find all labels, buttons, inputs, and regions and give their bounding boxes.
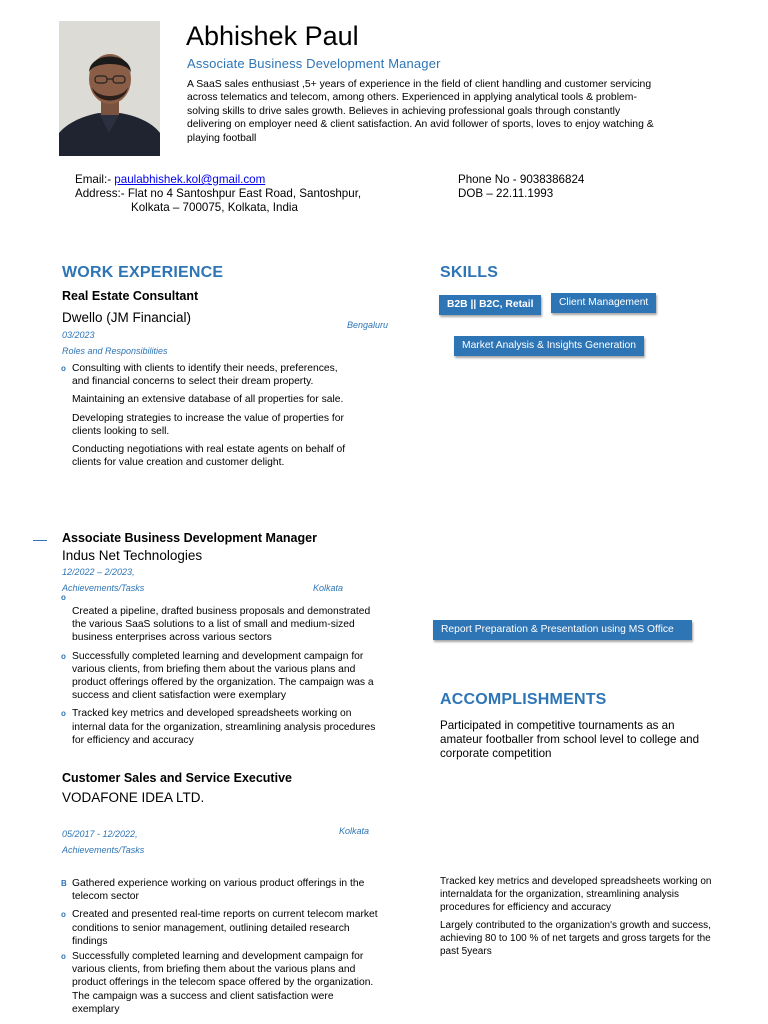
bullet-circle-icon: o (61, 593, 66, 602)
skills-heading: SKILLS (440, 264, 499, 281)
email-link[interactable]: paulabhishek.kol@gmail.com (114, 173, 266, 186)
job-company: Indus Net Technologies (62, 548, 203, 563)
list-item: o Consulting with clients to identify their needs, preferences, and financial concerns to select their dream property. (61, 363, 338, 388)
email-row (75, 173, 265, 187)
list-item: o Successfully completed learning and development campaign for various clients, from briefing them about the various plans and product offerings offered by the organization. The campaign was a success and client satisfaction were exemplary (61, 650, 374, 702)
list-item: o Successfully completed learning and development campaign for various clients, from briefing them about the various plans and product offerings in the telecom space offered by the organization. The campaign was a success and client satisfaction were exemplary (61, 951, 374, 1015)
bullet-circle-icon: o (61, 651, 66, 661)
job-location: Kolkata (339, 826, 370, 836)
job-role: Associate Business Development Manager (62, 531, 317, 545)
job-role: Customer Sales and Service Executive (62, 771, 292, 785)
skill-tag: Client Management (551, 293, 656, 313)
skill-tag: Report Preparation & Presentation using MS Office (433, 620, 692, 640)
bullet-circle-icon: o (61, 952, 66, 962)
divider-dash (33, 540, 47, 541)
job-location: Kolkata (313, 583, 344, 593)
email-label: Email:- (75, 173, 115, 186)
job-dates: 03/2023 (62, 330, 95, 340)
job-subheading: Achievements/Tasks (62, 845, 145, 855)
list-item: Developing strategies to increase the value of properties for clients looking to sell. (72, 412, 344, 437)
address-line-1: Address:- Flat no 4 Santoshpur East Road, Santoshpur, (75, 187, 362, 200)
job-role: Real Estate Consultant (62, 289, 199, 303)
job-bullets (62, 362, 352, 474)
job-dates: 12/2022 – 2/2023, (62, 567, 135, 577)
job-subheading: Achievements/Tasks (62, 583, 145, 593)
bullet-circle-icon: B (61, 879, 67, 888)
list-item: Maintaining an extensive database of all properties for sale. (72, 394, 344, 406)
job-bullets (62, 877, 382, 1021)
list-item: Conducting negotiations with real estate agents on behalf of clients for value creation and customer delight. (72, 444, 346, 469)
profile-photo (59, 21, 160, 156)
profile-summary: A SaaS sales enthusiast ,5+ years of experience in the field of client handling and customer servicing across telematics and telecom, among others. Experienced in applying analytical tools & problem-solving skills to drive sales growth. Believes in achieving professional goals through constantly delivering on employer need & client satisfaction. An avid follower of sports, loves to enjoy watching & playing football (187, 79, 654, 144)
date-of-birth: DOB – 22.11.1993 (458, 187, 554, 200)
bullet-circle-icon: o (61, 910, 66, 920)
job-dates: 05/2017 - 12/2022, (62, 829, 138, 839)
work-experience-heading: WORK EXPERIENCE (62, 264, 224, 281)
accomplishment-text: Participated in competitive tournaments as an amateur footballer from school level to college and corporate competition (440, 719, 700, 760)
bullet-circle-icon: o (61, 709, 66, 719)
address-line-2: Kolkata – 700075, Kolkata, India (131, 201, 298, 214)
list-item: o Tracked key metrics and developed spreadsheets working on internal data for the organization, streamlining analysis procedures for efficiency and accuracy (61, 708, 376, 746)
skill-tag: Market Analysis & Insights Generation (454, 336, 644, 356)
right-note: Tracked key metrics and developed spreadsheets working on internaldata for the organization, streamlining analysis procedures for efficiency and accuracy (440, 876, 712, 913)
job-bullets (61, 593, 382, 752)
accomplishments-heading: ACCOMPLISHMENTS (440, 691, 607, 708)
skill-tag: B2B || B2C, Retail (439, 295, 541, 315)
list-item: o Created and presented real-time reports on current telecom market conditions to senior management, outlining detailed research findings (61, 909, 378, 947)
candidate-title: Associate Business Development Manager (187, 56, 441, 71)
list-item: B Gathered experience working on various product offerings in the telecom sector (61, 878, 365, 903)
job-company: VODAFONE IDEA LTD. (62, 790, 205, 805)
job-subheading: Roles and Responsibilities (62, 346, 168, 356)
phone-number: Phone No - 9038386824 (458, 173, 585, 186)
candidate-name: Abhishek Paul (186, 21, 359, 51)
list-item: o Created a pipeline, drafted business proposals and demonstrated the various SaaS solutions to a list of small and medium-sized business enterprises across various sectors (61, 593, 371, 644)
bullet-circle-icon: o (61, 364, 66, 373)
right-note: Largely contributed to the organization's growth and success, achieving 80 to 100 % of net targets and gross targets for the past 5years (440, 920, 711, 957)
job-company: Dwello (JM Financial) (62, 310, 192, 325)
job-location: Bengaluru (347, 320, 389, 330)
